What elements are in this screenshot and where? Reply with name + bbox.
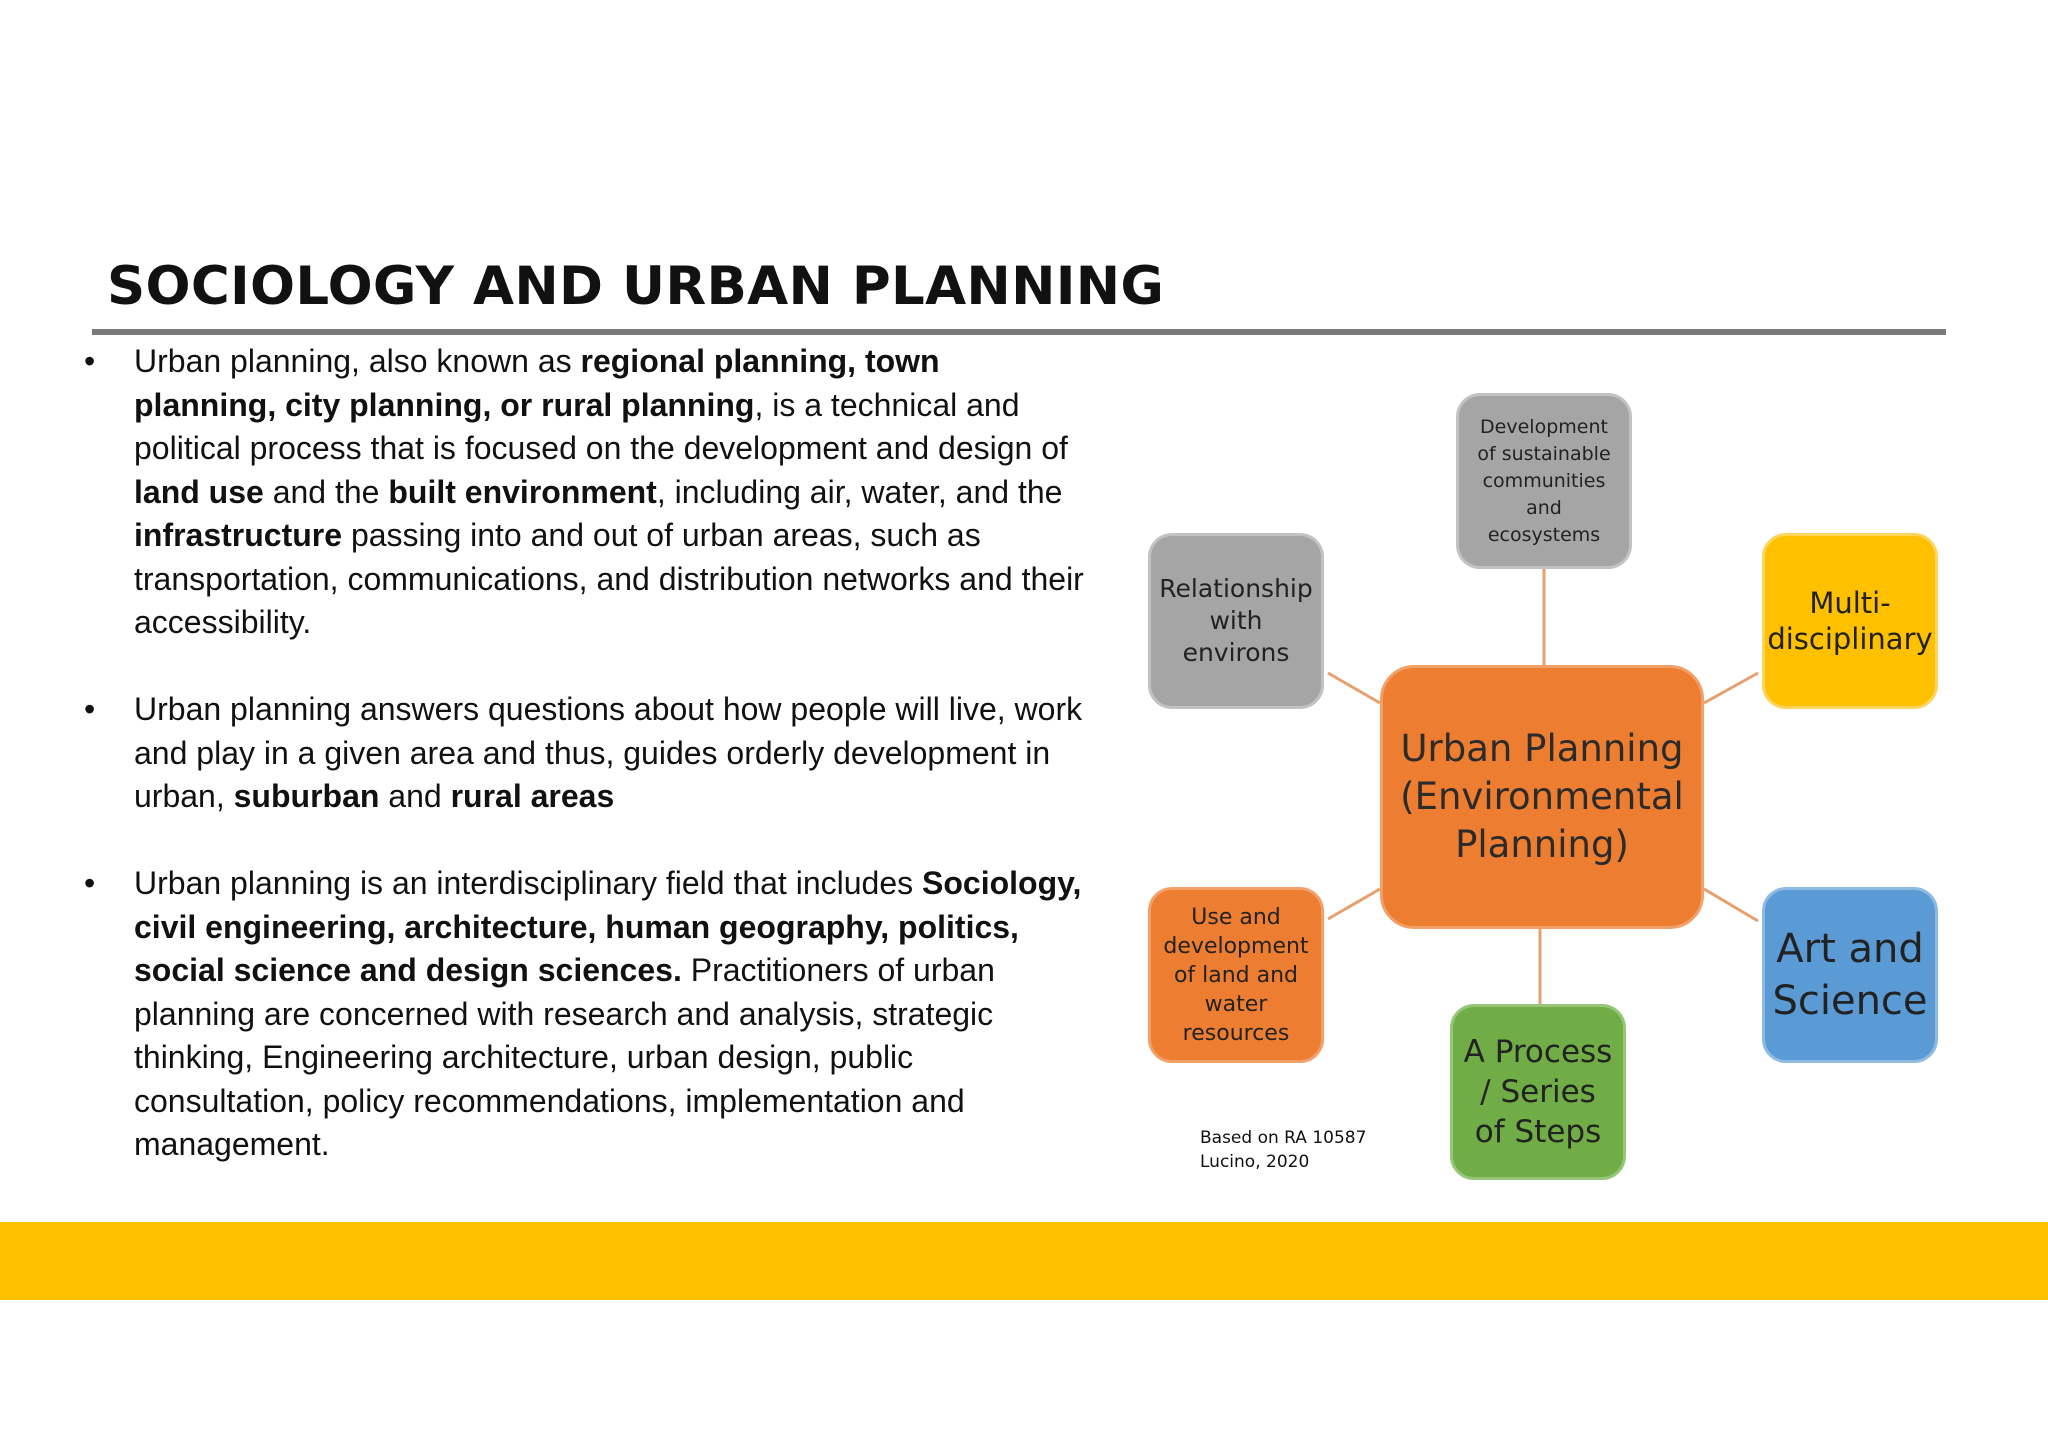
- node-multidisciplinary: Multi- disciplinary: [1762, 533, 1938, 709]
- bullet-text: Urban planning answers questions about how people will live, work and play in a given area and thus, guides orderly development in urban, suburban and rural areas: [134, 691, 1083, 814]
- node-relationship-environs: Relationship with environs: [1148, 533, 1324, 709]
- connector-art: [1704, 889, 1758, 921]
- bullet-text: Urban planning is an interdisciplinary field that includes Sociology, civil engineering, architecture, human geography, politics, social science and design sciences. Practitioners of urban planning are concerned with research and analysis, strategic thinking, Engineering architecture, urban design, public consultation, policy recommendations, implementation and management.: [134, 865, 1082, 1162]
- connector-relationship: [1328, 673, 1380, 703]
- slide-title: SOCIOLOGY AND URBAN PLANNING: [107, 256, 1165, 317]
- connector-use: [1328, 889, 1380, 919]
- bullet-text: Urban planning, also known as regional planning, town planning, city planning, or rural planning, is a technical and political process that is focused on the development and design of land use and the built environment, including air, water, and the infrastructure passing into and out of urban areas, such as transportation, communications, and distribution networks and their accessibility.: [134, 343, 1084, 640]
- center-node-urban-planning: Urban Planning (Environmental Planning): [1380, 665, 1704, 929]
- bullet-marker: •: [84, 865, 96, 901]
- node-art-and-science: Art and Science: [1762, 887, 1938, 1063]
- node-process-steps: A Process / Series of Steps: [1450, 1004, 1626, 1180]
- node-land-water-use: Use and development of land and water resources: [1148, 887, 1324, 1063]
- diagram-citation: Based on RA 10587 Lucino, 2020: [1200, 1128, 1367, 1172]
- bullet-marker: •: [84, 691, 96, 727]
- bullet-marker: •: [84, 343, 96, 379]
- connector-multi: [1704, 673, 1758, 703]
- node-sustainable-development: Development of sustainable communities and ecosystems: [1456, 393, 1632, 569]
- footer-accent-band: [0, 1222, 2048, 1300]
